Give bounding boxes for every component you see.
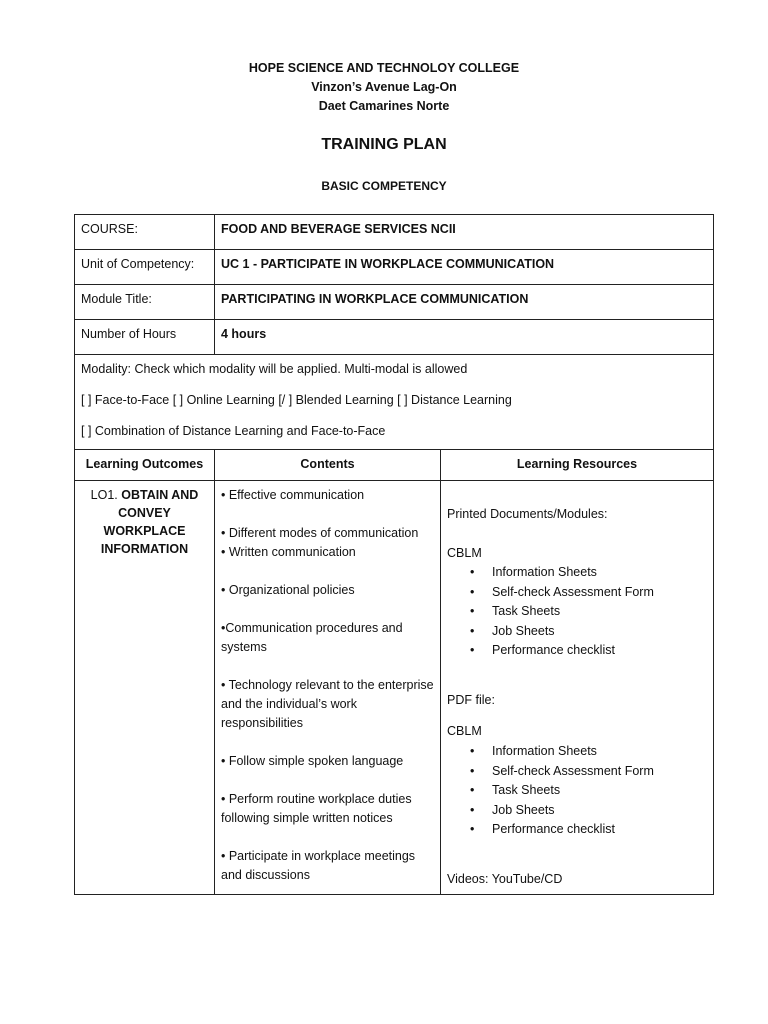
modality-options: [ ] Face-to-Face [ ] Online Learning [/ ] Blended Learning [ ] Distance Learning — [81, 393, 512, 407]
column-header-row — [75, 450, 714, 481]
unit-label: Unit of Competency: — [75, 250, 215, 285]
list-item: • Job Sheets — [492, 801, 707, 821]
module-row — [75, 285, 714, 320]
content-item: • Perform routine workplace duties following simple written notices — [221, 792, 412, 825]
document-header — [0, 59, 768, 116]
list-item: • Information Sheets — [492, 742, 707, 762]
content-item: • Organizational policies — [221, 583, 355, 597]
list-item: • Information Sheets — [492, 563, 707, 583]
pdf-resource-list — [447, 742, 707, 840]
lo1-title: OBTAIN AND CONVEY WORKPLACE INFORMATION — [100, 488, 199, 556]
course-label: COURSE: — [75, 215, 215, 250]
videos-label: Videos: YouTube/CD — [447, 871, 563, 886]
content-item: • Follow simple spoken language — [221, 754, 404, 768]
cblm-label: CBLM — [447, 545, 482, 560]
modality-cell — [75, 355, 714, 450]
course-row — [75, 215, 714, 250]
college-name: HOPE SCIENCE AND TECHNOLOY COLLEGE — [248, 61, 520, 75]
address-line-1: Vinzon’s Avenue Lag-On — [311, 80, 457, 94]
document-title: TRAINING PLAN — [321, 136, 447, 153]
hours-value: 4 hours — [215, 320, 714, 355]
col-learning-outcomes: Learning Outcomes — [75, 450, 215, 481]
address-line-2: Daet Camarines Norte — [318, 99, 450, 113]
col-learning-resources: Learning Resources — [441, 450, 714, 481]
printed-resource-list — [447, 563, 707, 661]
course-value: FOOD AND BEVERAGE SERVICES NCII — [215, 215, 714, 250]
module-value: PARTICIPATING IN WORKPLACE COMMUNICATION — [215, 285, 714, 320]
list-item: • Task Sheets — [492, 781, 707, 801]
modality-row — [75, 355, 714, 450]
module-label: Module Title: — [75, 285, 215, 320]
list-item: • Self-check Assessment Form — [492, 583, 707, 603]
content-item: • Effective communication — [221, 488, 365, 502]
lo1-prefix: LO1. — [90, 488, 122, 502]
printed-label: Printed Documents/Modules: — [447, 507, 608, 521]
content-item: • Written communication — [221, 545, 356, 559]
document-subtitle: BASIC COMPETENCY — [321, 179, 447, 193]
col-contents: Contents — [215, 450, 441, 481]
list-item: • Self-check Assessment Form — [492, 762, 707, 782]
contents-cell — [215, 481, 441, 895]
content-item: • Technology relevant to the enterprise and the individual’s work responsibilities — [221, 678, 434, 730]
cblm-label: CBLM — [447, 724, 482, 739]
training-plan-table — [74, 214, 714, 895]
list-item: • Performance checklist — [492, 641, 707, 661]
lo1-row — [75, 481, 714, 895]
resources-cell — [441, 481, 714, 895]
hours-row — [75, 320, 714, 355]
unit-row — [75, 250, 714, 285]
unit-value: UC 1 - PARTICIPATE IN WORKPLACE COMMUNICATION — [215, 250, 714, 285]
list-item: • Task Sheets — [492, 602, 707, 622]
content-item: •Communication procedures and systems — [221, 621, 403, 654]
lo1-cell — [75, 481, 215, 895]
hours-label: Number of Hours — [75, 320, 215, 355]
modality-combination: [ ] Combination of Distance Learning and Face-to-Face — [81, 424, 386, 438]
pdf-label: PDF file: — [447, 692, 495, 707]
list-item: • Job Sheets — [492, 622, 707, 642]
list-item: • Performance checklist — [492, 820, 707, 840]
content-item: • Participate in workplace meetings and discussions — [221, 849, 416, 882]
modality-instruction: Modality: Check which modality will be applied. Multi-modal is allowed — [81, 362, 468, 376]
content-item: • Different modes of communication — [221, 526, 419, 540]
